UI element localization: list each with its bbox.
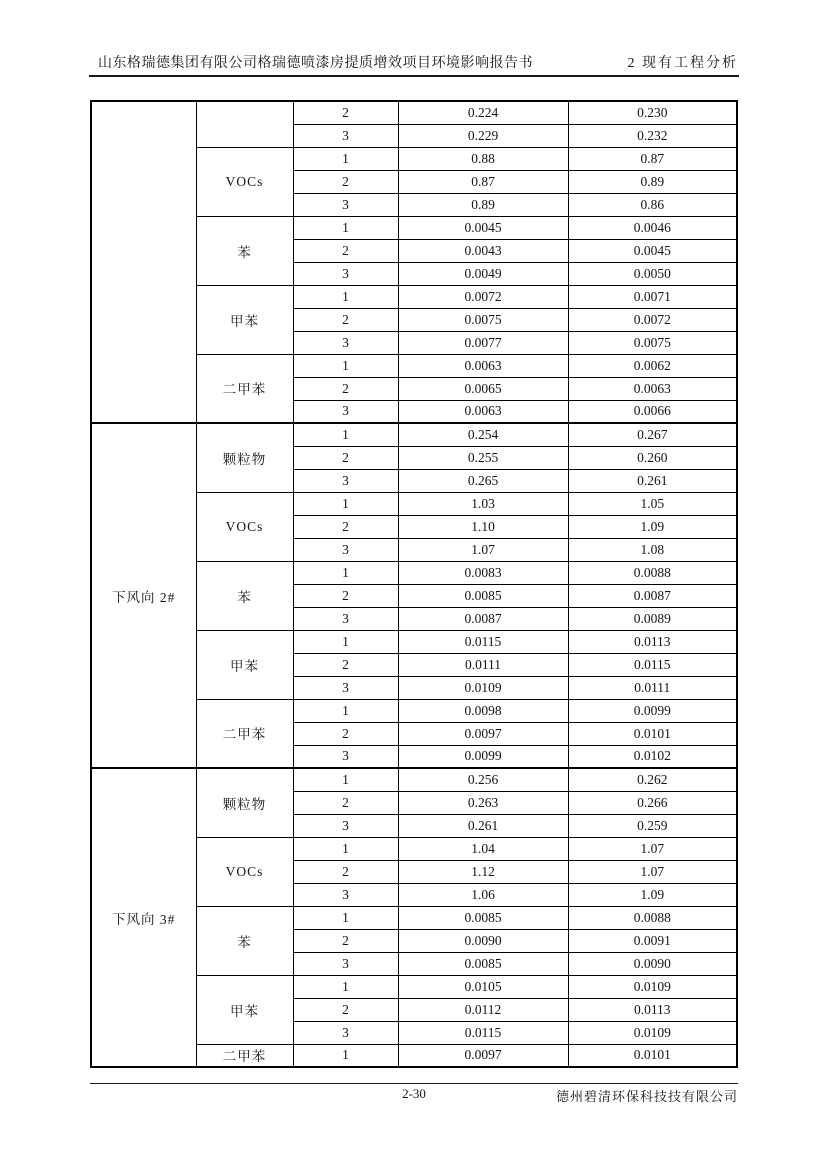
sample-no-cell: 2	[293, 239, 398, 262]
sample-no-cell: 1	[293, 216, 398, 239]
value-cell: 0.0109	[398, 676, 568, 699]
sample-no-cell: 2	[293, 377, 398, 400]
pollutant-cell: 二甲苯	[196, 699, 293, 768]
sample-no-cell: 2	[293, 170, 398, 193]
value-cell: 0.0043	[398, 239, 568, 262]
value-cell: 0.256	[398, 768, 568, 791]
pollutant-cell: 二甲苯	[196, 354, 293, 423]
sample-no-cell: 1	[293, 768, 398, 791]
sample-no-cell: 3	[293, 124, 398, 147]
value-cell: 0.232	[568, 124, 737, 147]
value-cell: 0.89	[398, 193, 568, 216]
value-cell: 0.0109	[568, 1021, 737, 1044]
value-cell: 0.0113	[568, 998, 737, 1021]
sample-no-cell: 2	[293, 446, 398, 469]
value-cell: 1.12	[398, 860, 568, 883]
value-cell: 0.261	[398, 814, 568, 837]
value-cell: 0.0112	[398, 998, 568, 1021]
value-cell: 0.266	[568, 791, 737, 814]
value-cell: 0.0090	[398, 929, 568, 952]
value-cell: 0.0083	[398, 561, 568, 584]
value-cell: 1.07	[398, 538, 568, 561]
value-cell: 0.229	[398, 124, 568, 147]
value-cell: 0.0089	[568, 607, 737, 630]
pollutant-cell: 甲苯	[196, 630, 293, 699]
value-cell: 0.0098	[398, 699, 568, 722]
value-cell: 0.0045	[398, 216, 568, 239]
value-cell: 0.0090	[568, 952, 737, 975]
value-cell: 0.89	[568, 170, 737, 193]
header-report-title: 山东格瑞德集团有限公司格瑞德喷漆房提质增效项目环境影响报告书	[98, 56, 533, 71]
pollutant-cell: 甲苯	[196, 285, 293, 354]
sample-no-cell: 1	[293, 354, 398, 377]
pollutant-cell: 苯	[196, 216, 293, 285]
value-cell: 0.0066	[568, 400, 737, 423]
page-header	[98, 52, 738, 72]
sample-no-cell: 3	[293, 883, 398, 906]
page-number: 2-30	[402, 1086, 426, 1101]
sample-no-cell: 2	[293, 860, 398, 883]
value-cell: 0.0065	[398, 377, 568, 400]
value-cell: 0.0072	[568, 308, 737, 331]
location-cell: 下风向 3#	[91, 768, 196, 1067]
monitoring-results-table	[90, 100, 738, 1068]
value-cell: 0.0062	[568, 354, 737, 377]
sample-no-cell: 3	[293, 193, 398, 216]
sample-no-cell: 1	[293, 1044, 398, 1067]
table-row	[91, 768, 737, 791]
sample-no-cell: 2	[293, 101, 398, 124]
value-cell: 0.0109	[568, 975, 737, 998]
value-cell: 0.0072	[398, 285, 568, 308]
value-cell: 0.87	[568, 147, 737, 170]
value-cell: 0.0077	[398, 331, 568, 354]
sample-no-cell: 3	[293, 331, 398, 354]
value-cell: 0.261	[568, 469, 737, 492]
value-cell: 0.0063	[398, 354, 568, 377]
sample-no-cell: 3	[293, 814, 398, 837]
pollutant-cell: 苯	[196, 906, 293, 975]
sample-no-cell: 1	[293, 492, 398, 515]
value-cell: 0.0085	[398, 584, 568, 607]
value-cell: 0.0049	[398, 262, 568, 285]
pollutant-cell: 甲苯	[196, 975, 293, 1044]
value-cell: 0.0113	[568, 630, 737, 653]
sample-no-cell: 3	[293, 469, 398, 492]
value-cell: 0.0111	[568, 676, 737, 699]
sample-no-cell: 3	[293, 676, 398, 699]
pollutant-cell: VOCs	[196, 837, 293, 906]
header-chapter-label: 2 现有工程分析	[627, 56, 738, 71]
value-cell: 0.86	[568, 193, 737, 216]
sample-no-cell: 2	[293, 584, 398, 607]
value-cell: 1.06	[398, 883, 568, 906]
value-cell: 0.0087	[568, 584, 737, 607]
sample-no-cell: 2	[293, 998, 398, 1021]
sample-no-cell: 1	[293, 906, 398, 929]
pollutant-cell	[196, 101, 293, 147]
table-row	[91, 101, 737, 124]
value-cell: 0.254	[398, 423, 568, 446]
footer-company-name: 德州碧清环保科技技有限公司	[555, 1089, 738, 1104]
value-cell: 0.0101	[568, 722, 737, 745]
value-cell: 0.260	[568, 446, 737, 469]
value-cell: 0.0087	[398, 607, 568, 630]
sample-no-cell: 3	[293, 952, 398, 975]
value-cell: 0.0046	[568, 216, 737, 239]
value-cell: 0.0071	[568, 285, 737, 308]
pollutant-cell: VOCs	[196, 147, 293, 216]
sample-no-cell: 2	[293, 791, 398, 814]
value-cell: 1.09	[568, 883, 737, 906]
sample-no-cell: 1	[293, 561, 398, 584]
footer-rule	[90, 1083, 738, 1084]
value-cell: 0.0099	[398, 745, 568, 768]
sample-no-cell: 2	[293, 722, 398, 745]
pollutant-cell: 颗粒物	[196, 423, 293, 492]
value-cell: 1.09	[568, 515, 737, 538]
value-cell: 0.0085	[398, 952, 568, 975]
value-cell: 0.0097	[398, 1044, 568, 1067]
value-cell: 0.0115	[398, 630, 568, 653]
sample-no-cell: 3	[293, 607, 398, 630]
value-cell: 0.0045	[568, 239, 737, 262]
value-cell: 1.04	[398, 837, 568, 860]
value-cell: 0.0088	[568, 906, 737, 929]
value-cell: 0.263	[398, 791, 568, 814]
value-cell: 0.0075	[568, 331, 737, 354]
page-footer	[90, 1086, 738, 1106]
sample-no-cell: 1	[293, 837, 398, 860]
value-cell: 0.0063	[568, 377, 737, 400]
pollutant-cell: VOCs	[196, 492, 293, 561]
pollutant-cell: 颗粒物	[196, 768, 293, 837]
pollutant-cell: 苯	[196, 561, 293, 630]
sample-no-cell: 1	[293, 285, 398, 308]
value-cell: 1.07	[568, 860, 737, 883]
value-cell: 0.0085	[398, 906, 568, 929]
value-cell: 0.0105	[398, 975, 568, 998]
table-row	[91, 423, 737, 446]
header-rule	[89, 75, 739, 77]
value-cell: 0.87	[398, 170, 568, 193]
pollutant-cell: 二甲苯	[196, 1044, 293, 1067]
value-cell: 0.0097	[398, 722, 568, 745]
value-cell: 0.224	[398, 101, 568, 124]
value-cell: 1.03	[398, 492, 568, 515]
value-cell: 0.0088	[568, 561, 737, 584]
sample-no-cell: 2	[293, 929, 398, 952]
value-cell: 0.262	[568, 768, 737, 791]
sample-no-cell: 1	[293, 423, 398, 446]
value-cell: 0.0050	[568, 262, 737, 285]
value-cell: 0.0063	[398, 400, 568, 423]
value-cell: 0.0115	[398, 1021, 568, 1044]
sample-no-cell: 3	[293, 400, 398, 423]
value-cell: 0.0102	[568, 745, 737, 768]
sample-no-cell: 1	[293, 630, 398, 653]
sample-no-cell: 1	[293, 975, 398, 998]
value-cell: 1.05	[568, 492, 737, 515]
sample-no-cell: 2	[293, 653, 398, 676]
sample-no-cell: 3	[293, 1021, 398, 1044]
value-cell: 0.0111	[398, 653, 568, 676]
value-cell: 1.07	[568, 837, 737, 860]
value-cell: 1.08	[568, 538, 737, 561]
value-cell: 0.0101	[568, 1044, 737, 1067]
sample-no-cell: 2	[293, 515, 398, 538]
value-cell: 0.0115	[568, 653, 737, 676]
value-cell: 0.0099	[568, 699, 737, 722]
value-cell: 0.0091	[568, 929, 737, 952]
sample-no-cell: 3	[293, 262, 398, 285]
location-cell: 下风向 2#	[91, 423, 196, 768]
value-cell: 0.0075	[398, 308, 568, 331]
value-cell: 0.259	[568, 814, 737, 837]
sample-no-cell: 3	[293, 745, 398, 768]
value-cell: 0.265	[398, 469, 568, 492]
sample-no-cell: 2	[293, 308, 398, 331]
value-cell: 0.255	[398, 446, 568, 469]
value-cell: 1.10	[398, 515, 568, 538]
sample-no-cell: 1	[293, 147, 398, 170]
sample-no-cell: 1	[293, 699, 398, 722]
value-cell: 0.267	[568, 423, 737, 446]
value-cell: 0.88	[398, 147, 568, 170]
sample-no-cell: 3	[293, 538, 398, 561]
value-cell: 0.230	[568, 101, 737, 124]
location-cell	[91, 101, 196, 423]
table-body	[91, 101, 737, 1067]
